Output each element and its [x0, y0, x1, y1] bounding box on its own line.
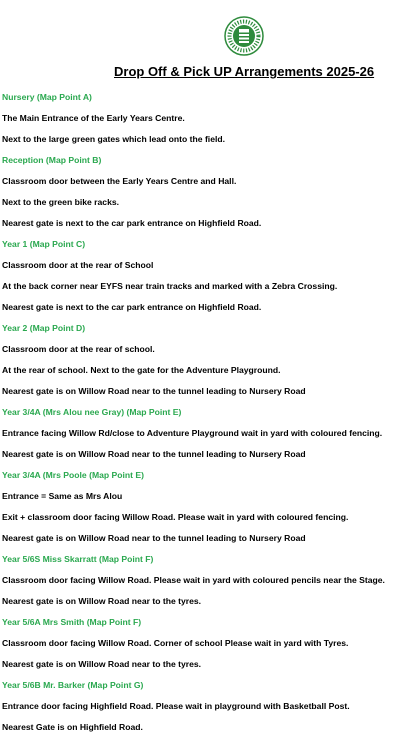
section-heading: Year 3/4A (Mrs Alou nee Gray) (Map Point E) — [2, 407, 182, 417]
section-heading: Reception (Map Point B) — [2, 155, 102, 165]
arrangement-section — [2, 91, 408, 154]
section-line: Nearest Gate is on Highfield Road. — [2, 722, 143, 732]
section-heading: Nursery (Map Point A) — [2, 92, 92, 102]
section-line: Exit + classroom door facing Willow Road. Please wait in yard with coloured fencing. — [2, 512, 349, 522]
section-line: Classroom door between the Early Years Centre and Hall. — [2, 176, 237, 186]
section-line: At the rear of school. Next to the gate for the Adventure Playground. — [2, 365, 281, 375]
school-logo — [224, 16, 264, 56]
section-line: Entrance facing Willow Rd/close to Adventure Playground wait in yard with coloured fencing. — [2, 428, 383, 438]
section-line: Nearest gate is on Willow Road near to the tunnel leading to Nursery Road — [2, 449, 306, 459]
section-line: Nearest gate is on Willow Road near to the tyres. — [2, 596, 202, 606]
arrangement-section — [2, 406, 408, 469]
section-heading: Year 3/4A (Mrs Poole (Map Point E) — [2, 470, 144, 480]
arrangement-section — [2, 154, 408, 238]
section-line: Nearest gate is next to the car park entrance on Highfield Road. — [2, 218, 262, 228]
section-line: Classroom door at the rear of School — [2, 260, 154, 270]
arrangement-section — [2, 322, 408, 406]
section-line: The Main Entrance of the Early Years Centre. — [2, 113, 185, 123]
section-line: Nearest gate is on Willow Road near to the tyres. — [2, 659, 202, 669]
section-line: Classroom door at the rear of school. — [2, 344, 155, 354]
section-heading: Year 5/6A Mrs Smith (Map Point F) — [2, 617, 142, 627]
section-line: Nearest gate is on Willow Road near to the tunnel leading to Nursery Road — [2, 533, 306, 543]
section-line: Next to the large green gates which lead onto the field. — [2, 134, 225, 144]
arrangement-section — [2, 616, 408, 679]
arrangement-section — [2, 553, 408, 616]
section-line: Entrance door facing Highfield Road. Please wait in playground with Basketball Post. — [2, 701, 350, 711]
arrangement-section — [2, 238, 408, 322]
section-line: Nearest gate is next to the car park entrance on Highfield Road. — [2, 302, 262, 312]
school-crest-icon — [224, 16, 264, 56]
page-title: Drop Off & Pick UP Arrangements 2025-26 — [114, 64, 375, 79]
arrangements-list — [2, 91, 408, 742]
section-line: Next to the green bike racks. — [2, 197, 120, 207]
section-line: Nearest gate is on Willow Road near to the tunnel leading to Nursery Road — [2, 386, 306, 396]
arrangement-section — [2, 679, 408, 742]
section-line: At the back corner near EYFS near train tracks and marked with a Zebra Crossing. — [2, 281, 338, 291]
section-heading: Year 5/6B Mr. Barker (Map Point G) — [2, 680, 144, 690]
section-line: Classroom door facing Willow Road. Please wait in yard with coloured pencils near the Stage. — [2, 575, 385, 585]
section-heading: Year 2 (Map Point D) — [2, 323, 86, 333]
section-heading: Year 1 (Map Point C) — [2, 239, 86, 249]
section-line: Classroom door facing Willow Road. Corner of school Please wait in yard with Tyres. — [2, 638, 349, 648]
arrangement-section — [2, 469, 408, 553]
section-line: Entrance = Same as Mrs Alou — [2, 491, 123, 501]
section-heading: Year 5/6S Miss Skarratt (Map Point F) — [2, 554, 154, 564]
